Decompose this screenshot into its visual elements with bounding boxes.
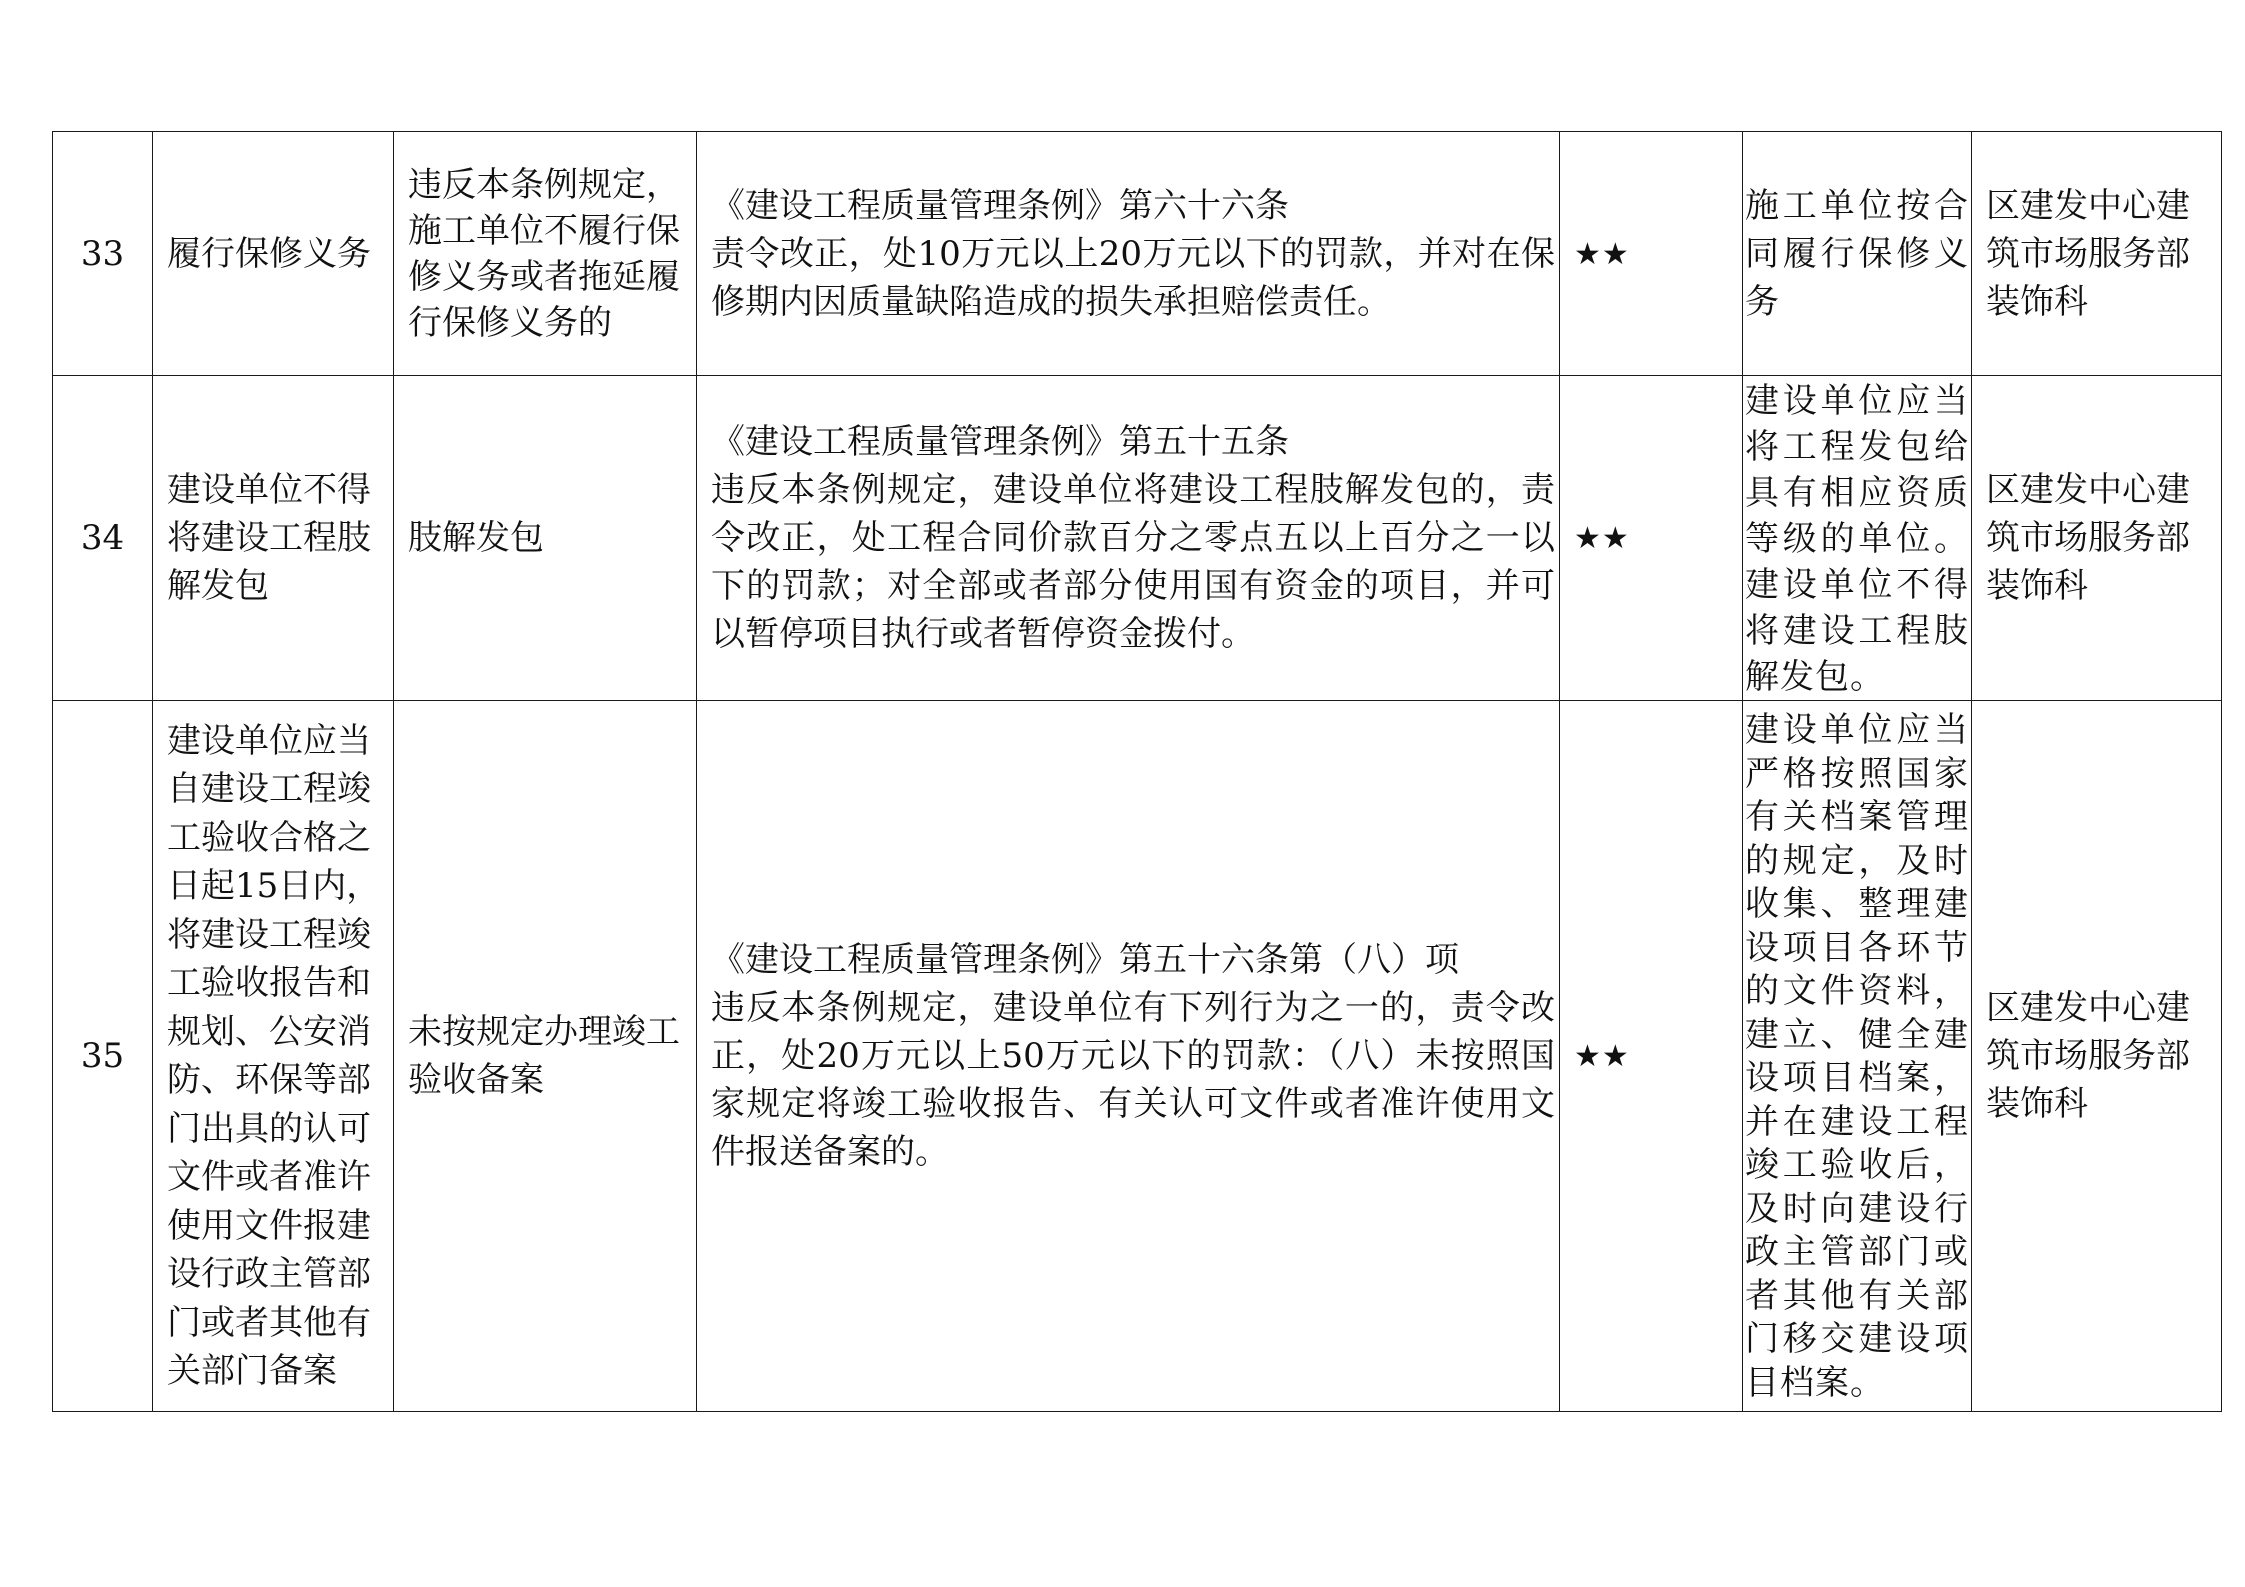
department-cell: 区建发中心建筑市场服务部装饰科	[1972, 701, 2222, 1412]
star-rating: ★★	[1574, 236, 1630, 272]
item-cell: 建设单位不得将建设工程肢解发包	[153, 376, 394, 701]
level-cell	[1560, 132, 1743, 376]
item-cell: 建设单位应当自建设工程竣工验收合格之日起15日内，将建设工程竣工验收报告和规划、公安消防、环保等部门出具的认可文件或者准许使用文件报建设行政主管部门或者其他有关部门备案	[153, 701, 394, 1412]
table-row	[53, 132, 2222, 376]
responsibility-text: 建设单位应当严格按照国家有关档案管理的规定，及时收集、整理建设项目各环节的文件资料，建立、健全建设项目档案，并在建设工程竣工验收后，及时向建设行政主管部门或者其他有关部门移交建设项目档案。	[1745, 710, 1969, 1403]
level-cell	[1560, 376, 1743, 701]
legal-basis-cell	[697, 376, 1560, 701]
behavior-cell: 未按规定办理竣工验收备案	[394, 701, 697, 1412]
table-row	[53, 701, 2222, 1412]
row-number: 34	[53, 376, 153, 701]
responsibility-cell	[1743, 132, 1972, 376]
department-cell: 区建发中心建筑市场服务部装饰科	[1972, 376, 2222, 701]
basis-title: 《建设工程质量管理条例》第五十五条	[711, 422, 1289, 462]
star-rating: ★★	[1574, 1039, 1630, 1074]
level-cell	[1560, 701, 1743, 1412]
responsibility-cell	[1743, 701, 1972, 1412]
basis-title: 《建设工程质量管理条例》第五十六条第（八）项	[711, 940, 1459, 980]
basis-text: 责令改正，处10万元以上20万元以下的罚款，并对在保修期内因质量缺陷造成的损失承担赔偿责任。	[711, 233, 1555, 322]
responsibility-text: 施工单位按合同履行保修义务	[1745, 185, 1969, 322]
regulation-table	[52, 131, 2222, 1412]
basis-text: 违反本条例规定，建设单位有下列行为之一的，责令改正，处20万元以上50万元以下的罚款：（八）未按照国家规定将竣工验收报告、有关认可文件或者准许使用文件报送备案的。	[711, 988, 1555, 1172]
responsibility-text: 建设单位应当将工程发包给具有相应资质等级的单位。建设单位不得将建设工程肢解发包。	[1745, 381, 1969, 697]
item-cell: 履行保修义务	[153, 132, 394, 376]
legal-basis-cell	[697, 132, 1560, 376]
row-number: 33	[53, 132, 153, 376]
star-rating: ★★	[1574, 521, 1630, 556]
row-number: 35	[53, 701, 153, 1412]
table-row	[53, 376, 2222, 701]
behavior-cell: 肢解发包	[394, 376, 697, 701]
department-cell: 区建发中心建筑市场服务部装饰科	[1972, 132, 2222, 376]
responsibility-cell	[1743, 376, 1972, 701]
basis-text: 违反本条例规定，建设单位将建设工程肢解发包的，责令改正，处工程合同价款百分之零点五以上百分之一以下的罚款；对全部或者部分使用国有资金的项目，并可以暂停项目执行或者暂停资金拨付。	[711, 470, 1555, 654]
basis-title: 《建设工程质量管理条例》第六十六条	[711, 185, 1289, 226]
behavior-cell: 违反本条例规定，施工单位不履行保修义务或者拖延履行保修义务的	[394, 132, 697, 376]
legal-basis-cell	[697, 701, 1560, 1412]
